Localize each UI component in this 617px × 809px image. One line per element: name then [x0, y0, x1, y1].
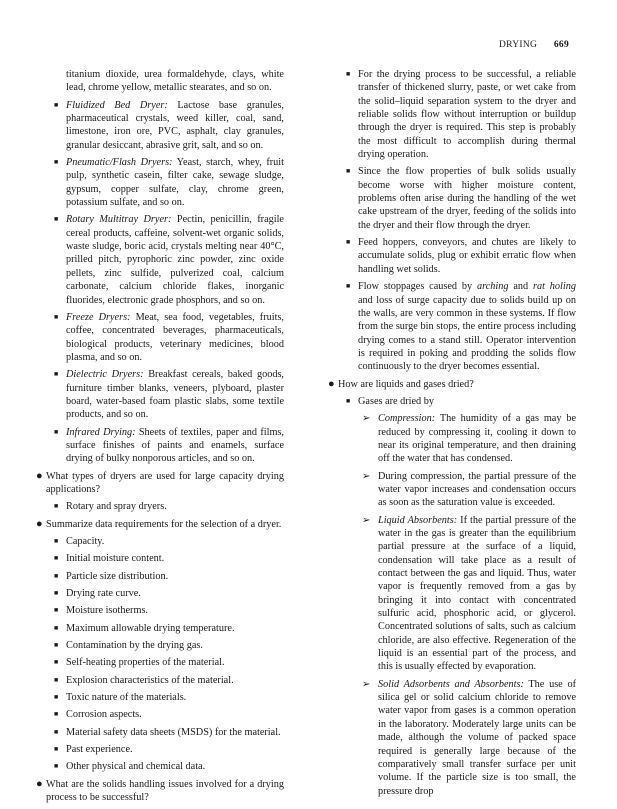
sub-bullet-item — [328, 470, 576, 510]
bullet-arrow-icon: ➢ — [362, 470, 371, 482]
bullet-item — [36, 639, 284, 652]
bullet-dot-icon: ● — [328, 377, 335, 390]
item-text: Capacity. — [66, 536, 105, 547]
item-text: Meat, sea food, vegetables, fruits, coffee, concentrated beverages, pharmaceuticals, biological products, veterinary medicines, blood plasma, and so on. — [66, 311, 284, 363]
bullet-item — [328, 68, 576, 161]
item-text: Flow stoppages caused by — [358, 281, 477, 293]
item-lead: Infrared Drying: — [66, 426, 136, 438]
item-lead: Dielectric Dryers: — [66, 369, 144, 381]
bullet-square-icon: ■ — [54, 427, 59, 436]
sub-bullet-item — [328, 514, 576, 674]
item-text: Material safety data sheets (MSDS) for the material. — [66, 726, 281, 738]
item-text: Since the flow properties of bulk solids usually become worse with higher moisture content, problems often arise during the handling of the wet cake upstream of the dryer, feeding of the solids into the dryer and their flow through the dryer. — [358, 166, 576, 231]
header-section-title: DRYING — [498, 40, 538, 50]
bullet-item — [36, 656, 284, 669]
bullet-square-icon: ■ — [54, 312, 59, 321]
left-column — [36, 68, 284, 809]
bullet-item — [36, 68, 284, 95]
item-text: The humidity of a gas may be reduced by compressing it, cooling it down to near its original temperature, and then draining off the water that has condensed. — [378, 413, 576, 465]
item-text: How are liquids and gases dried? — [338, 378, 474, 390]
bullet-square-icon: ■ — [54, 502, 59, 511]
bullet-item — [36, 535, 284, 548]
bullet-item — [36, 570, 284, 583]
bullet-square-icon: ■ — [54, 675, 59, 684]
bullet-square-icon: ■ — [346, 167, 351, 176]
bullet-square-icon: ■ — [54, 589, 59, 598]
bullet-square-icon: ■ — [54, 693, 59, 702]
bullet-square-icon: ■ — [54, 745, 59, 754]
item-text: Corrosion aspects. — [66, 709, 142, 721]
item-emphasis: rat holing — [533, 281, 576, 293]
bullet-square-icon: ■ — [346, 282, 351, 291]
item-text: Explosion characteristics of the material. — [66, 674, 234, 686]
item-text: Other physical and chemical data. — [66, 761, 206, 773]
bullet-square-icon: ■ — [54, 537, 59, 545]
item-lead: Pneumatic/Flash Dryers: — [66, 157, 173, 169]
bullet-square-icon: ■ — [54, 762, 59, 771]
item-text: Feed hoppers, conveyors, and chutes are likely to accumulate solids, plug or exhibit erratic flow when handling wet solids. — [358, 237, 576, 275]
item-text: Maximum allowable drying temperature. — [66, 622, 235, 634]
bullet-dot-icon: ● — [36, 469, 43, 482]
item-text: What are the solids handling issues involved for a drying process to be successful? — [46, 778, 284, 804]
question-item — [36, 518, 284, 531]
item-lead: Freeze Dryers: — [66, 311, 131, 323]
bullet-square-icon: ■ — [54, 710, 59, 719]
bullet-item — [36, 708, 284, 721]
question-item — [36, 778, 284, 805]
item-text: The use of silica gel or solid calcium chloride to remove water vapor from gases is a common operation in the laboratory. Moderately large units can be made, although the volume of packed space required is generally large because of the comparatively small transfer surface per unit volume. If the particle size is too small, the pressure drop — [378, 678, 576, 797]
item-text: For the drying process to be successful, a reliable transfer of thickened slurry, paste, or wet cake from the solid–liquid separation system to the dryer and reliable solids flow without interruption or buildup through the dryer is required. This step is probably the most difficult to accomplish during thermal drying operation. — [358, 69, 576, 161]
bullet-item — [36, 587, 284, 600]
item-text: Summarize data requirements for the selection of a dryer. — [46, 518, 282, 530]
bullet-item — [36, 726, 284, 739]
bullet-dot-icon: ● — [36, 517, 43, 530]
bullet-square-icon: ■ — [54, 370, 59, 379]
question-item — [328, 378, 576, 391]
item-text: and loss of surge capacity due to solids build up on the walls, are very common in these systems. If flow from the surge bin stops, the entire process including drying comes to a stand still. Operator intervention is required in poking and prodding the solids flow continuously to the dryer becomes essential. — [358, 294, 576, 373]
bullet-square-icon: ■ — [54, 100, 59, 109]
item-text: Gases are dried by — [358, 395, 434, 407]
item-text: Moisture isotherms. — [66, 605, 148, 617]
item-lead: Fluidized Bed Dryer: — [66, 99, 168, 111]
item-text: What types of dryers are used for large capacity drying applications? — [46, 470, 284, 495]
item-lead: Liquid Absorbents: — [378, 514, 458, 526]
sub-bullet-item — [328, 678, 576, 798]
bullet-item — [36, 743, 284, 756]
bullet-square-icon: ■ — [54, 215, 59, 224]
bullet-item — [36, 674, 284, 687]
bullet-dot-icon: ● — [36, 777, 43, 790]
bullet-square-icon: ■ — [54, 158, 59, 167]
bullet-square-icon: ■ — [54, 658, 59, 667]
running-header — [499, 40, 569, 50]
bullet-item — [36, 691, 284, 704]
bullet-square-icon: ■ — [54, 641, 59, 650]
bullet-item — [36, 500, 284, 513]
item-text: Breakfast cereals, baked goods, furniture timber blanks, veneers, plyboard, plaster board, water-based foam plastic slabs, some textile products, and so on. — [66, 369, 284, 421]
item-text: If the partial pressure of the water in the gas is greater than the equilibrium partial pressure at the surface of a liquid, condensation will take place as a result of contact between the gas and liquid. Thus, water vapor is frequently removed from a gas by bringing it into contact with concentrated sulfuric acid, phosphoric acid, or glycerol. Concentrated solutions of salts, such as calcium chloride, are also effective. Regeneration of the liquid is an essential part of the process, and this is usually effected by evaporation. — [378, 514, 577, 673]
item-text: Yeast, starch, whey, fruit pulp, synthetic casein, filter cake, sewage sludge, gypsum, copper sulfate, clay, chrome green, potassium sulfate, and so on. — [66, 157, 284, 209]
item-text: Sheets of textiles, paper and films, surface finishes of paints and enamels, surface drying of bulky nonporous articles, and so on. — [66, 426, 284, 465]
item-lead: Compression: — [378, 413, 436, 425]
item-lead: Solid Adsorbents and Absorbents: — [378, 678, 524, 690]
bullet-square-icon: ■ — [54, 554, 59, 563]
item-text: Pectin, penicillin, fragile cereal products, caffeine, solvent-wet organic solids, waste sludge, boric acid, crystals melting near 40°C, prilled pitch, pyrophoric zinc powder, zinc oxide pellets, zinc sulfide, pulverized coal, calcium carbonate, calcium chloride flakes, inorganic fluorides, electronic grade phosphors, and so on. — [66, 214, 284, 306]
item-text: Rotary and spray dryers. — [66, 501, 167, 513]
bullet-square-icon: ■ — [54, 571, 59, 580]
bullet-item — [36, 552, 284, 565]
bullet-arrow-icon: ➢ — [362, 413, 371, 425]
item-text: Drying rate curve. — [66, 588, 141, 600]
item-text: Self-heating properties of the material. — [66, 657, 225, 669]
item-text: Contamination by the drying gas. — [66, 640, 203, 652]
bullet-item — [36, 368, 284, 421]
bullet-square-icon: ■ — [346, 396, 351, 405]
bullet-item — [328, 395, 576, 408]
item-text: titanium dioxide, urea formaldehyde, clays, white lead, chrome yellow, metallic stearates, and so on. — [66, 69, 284, 94]
sub-bullet-item — [328, 412, 576, 465]
bullet-item — [36, 156, 284, 209]
item-text: Past experience. — [66, 744, 133, 756]
bullet-arrow-icon: ➢ — [362, 678, 371, 690]
item-text: Initial moisture content. — [66, 553, 165, 565]
bullet-item — [36, 213, 284, 306]
bullet-square-icon: ■ — [54, 623, 59, 632]
bullet-item — [328, 236, 576, 276]
bullet-item — [328, 165, 576, 232]
bullet-item — [36, 604, 284, 617]
item-text: Particle size distribution. — [66, 570, 169, 582]
item-emphasis: arching — [477, 281, 509, 293]
bullet-item — [36, 426, 284, 466]
item-text: Lactose base granules, pharmaceutical crystals, weed killer, coal, sand, limestone, iron ore, PVC, asphalt, clay granules, granular desiccant, abrasive grit, salt, and so on. — [66, 99, 284, 151]
bullet-square-icon: ■ — [54, 606, 59, 615]
right-column — [328, 68, 576, 802]
bullet-item — [36, 760, 284, 773]
item-text: During compression, the partial pressure of the water vapor increases and condensation occurs as soon as the saturation value is exceeded. — [378, 470, 576, 509]
bullet-item — [36, 311, 284, 364]
item-lead: Rotary Multitray Dryer: — [66, 214, 172, 226]
question-item — [36, 470, 284, 497]
item-text: Toxic nature of the materials. — [66, 692, 187, 704]
page-number: 669 — [553, 40, 569, 50]
bullet-item — [328, 280, 576, 373]
item-text: and — [508, 281, 533, 293]
bullet-square-icon: ■ — [54, 727, 59, 736]
bullet-item — [36, 622, 284, 635]
bullet-arrow-icon: ➢ — [362, 514, 371, 526]
bullet-square-icon: ■ — [346, 70, 351, 78]
bullet-item — [36, 99, 284, 152]
bullet-square-icon: ■ — [346, 238, 351, 247]
